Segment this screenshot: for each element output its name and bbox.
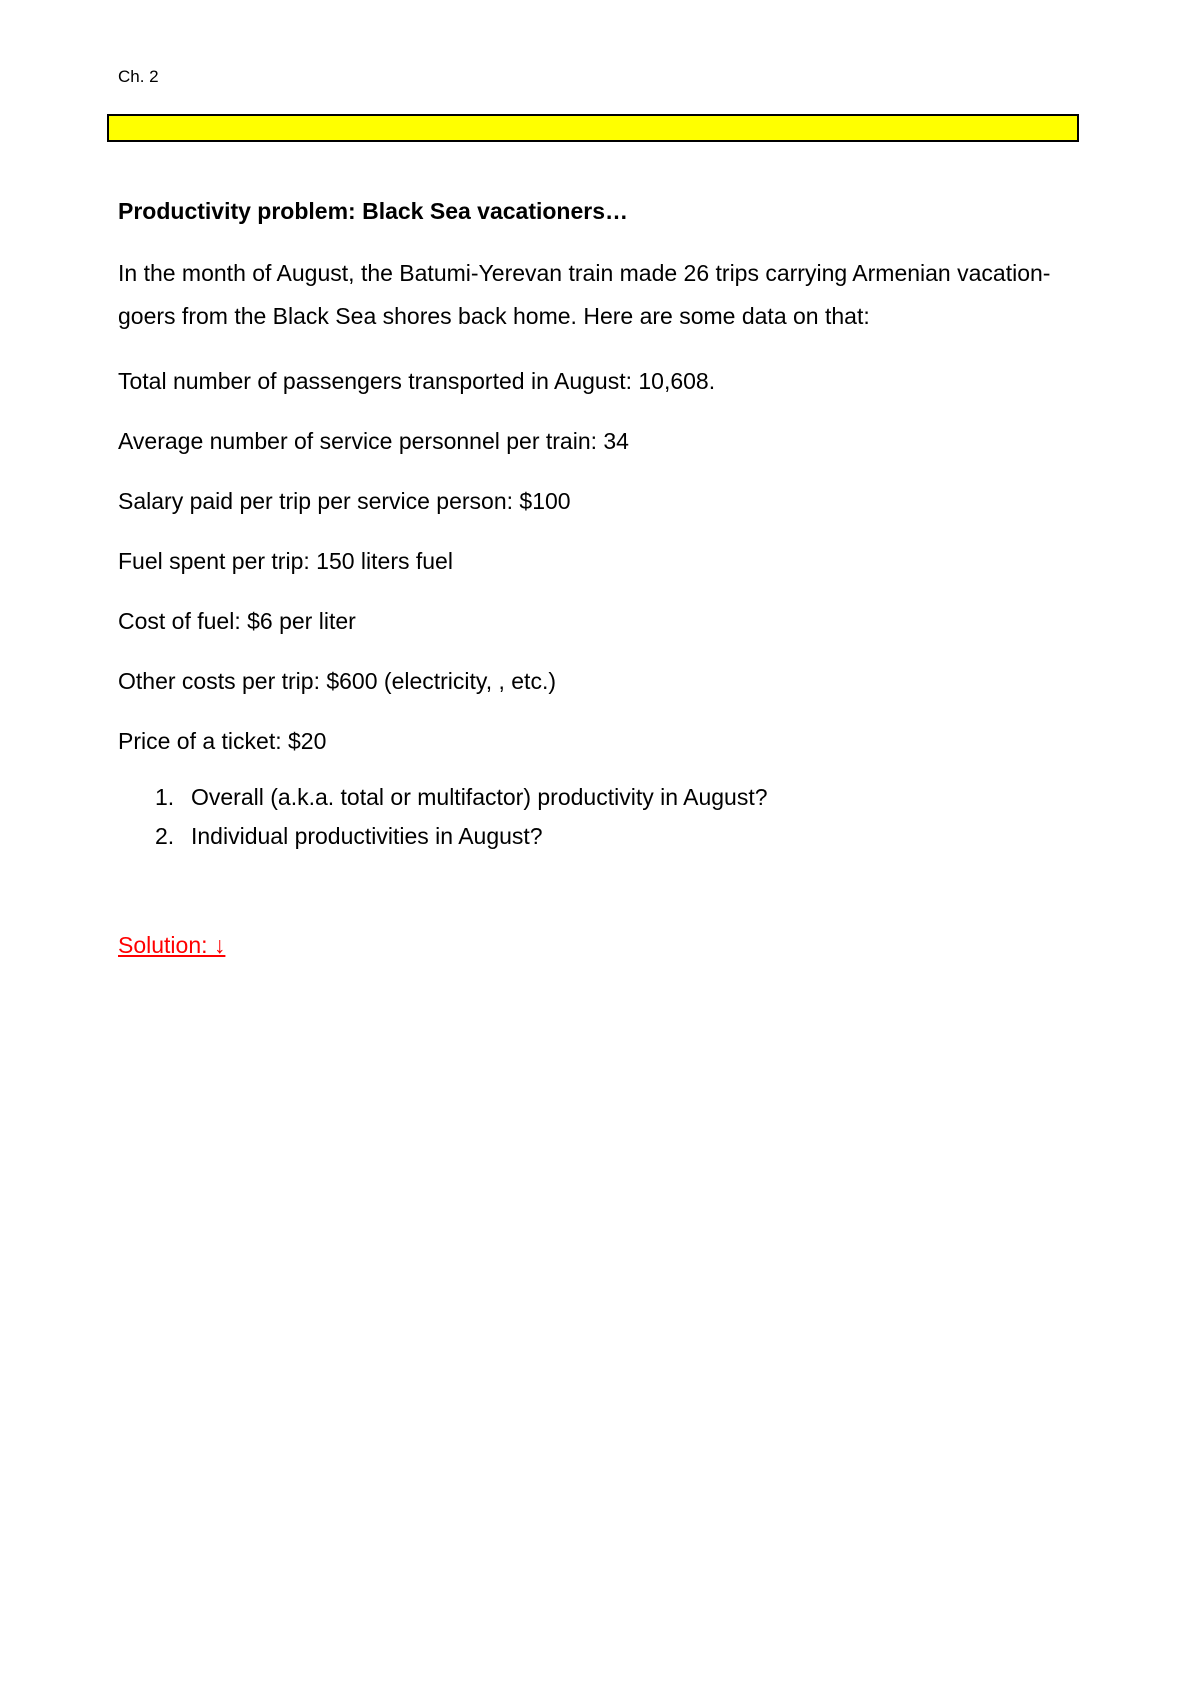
data-line-fuel-cost: Cost of fuel: $6 per liter	[118, 608, 356, 634]
highlight-bar	[107, 114, 1079, 142]
problem-intro: In the month of August, the Batumi-Yerevan train made 26 trips carrying Armenian vacation-goers from the Black Sea shores back home. Here are some data on that:	[118, 260, 1051, 329]
question-number: 1.	[155, 784, 175, 810]
question-text: Overall (a.k.a. total or multifactor) productivity in August?	[191, 784, 768, 810]
data-line-other-costs: Other costs per trip: $600 (electricity, , etc.)	[118, 668, 556, 694]
data-line-salary: Salary paid per trip per service person: $100	[118, 488, 571, 514]
question-list	[118, 778, 768, 856]
question-text: Individual productivities in August?	[191, 823, 543, 849]
question-item	[118, 778, 768, 817]
data-line-ticket-price: Price of a ticket: $20	[118, 728, 327, 754]
question-number: 2.	[155, 823, 175, 849]
data-line-personnel: Average number of service personnel per train: 34	[118, 428, 629, 454]
chapter-label: Ch. 2	[118, 67, 159, 86]
data-line-fuel-spent: Fuel spent per trip: 150 liters fuel	[118, 548, 453, 574]
solution-link[interactable]: Solution: ↓	[118, 932, 226, 958]
problem-title: Productivity problem: Black Sea vacationers…	[118, 198, 629, 224]
data-line-passengers: Total number of passengers transported in August: 10,608.	[118, 368, 716, 394]
question-item	[118, 817, 768, 856]
